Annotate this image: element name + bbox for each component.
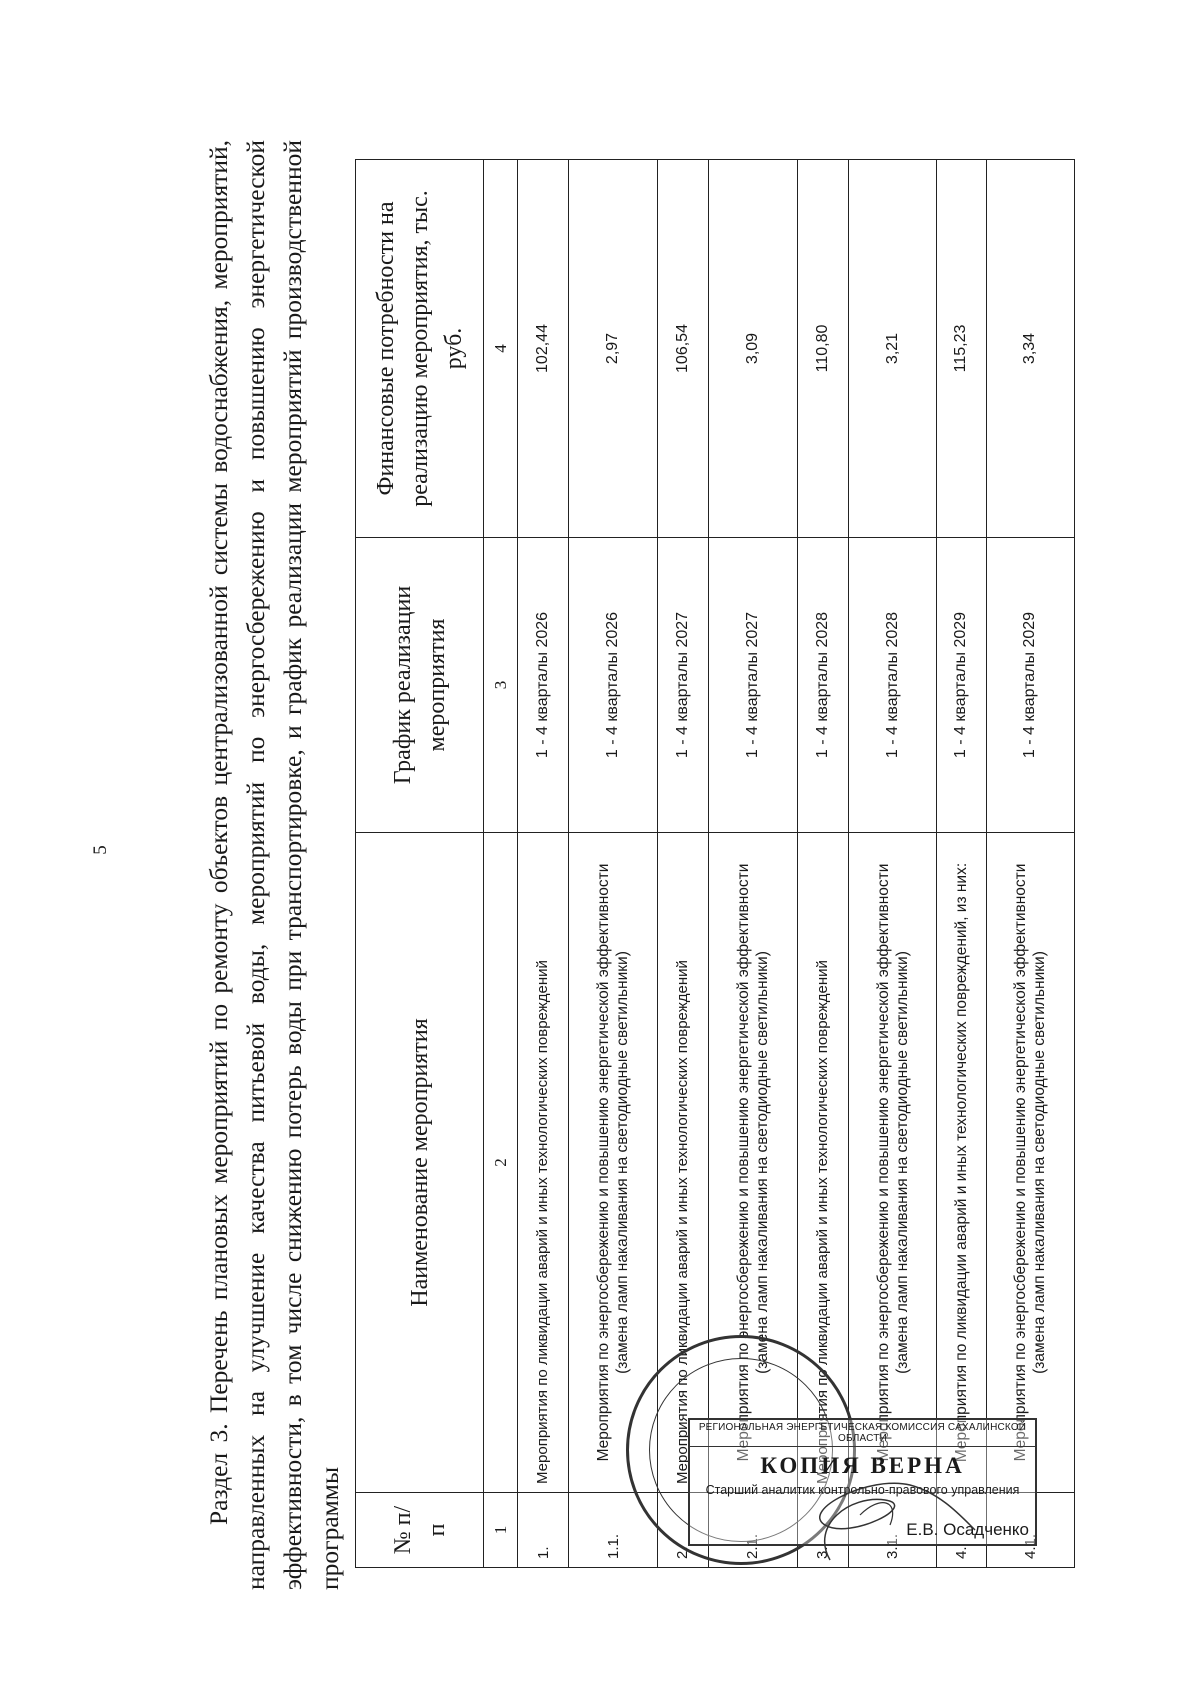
row-name: Мероприятия по ликвидации аварий и иных технологических повреждений [657,833,708,1493]
row-schedule: 1 - 4 кварталы 2027 [657,538,708,833]
stamp-name: Е.В. Осадченко [906,1520,1029,1539]
row-name: Мероприятия по ликвидации аварий и иных технологических повреждений, из них: [937,833,986,1493]
row-number: 2. [657,1493,708,1568]
header-schedule: График реализации мероприятия [356,538,484,833]
column-number: 1 [484,1493,518,1568]
row-name: Мероприятия по ликвидации аварий и иных технологических повреждений [797,833,848,1493]
header-amount: Финансовые потребности на реализацию мероприятия, тыс. руб. [356,160,484,538]
stamp-copy-label: КОПИЯ ВЕРНА [760,1453,965,1478]
table-row [937,160,986,1568]
table-row [848,160,936,1568]
signature [790,1455,980,1565]
row-schedule: 1 - 4 кварталы 2027 [709,538,797,833]
row-name: Мероприятия по энергосбережению и повышению энергетической эффективности (замена ламп накаливания на светодиодные светильники) [986,833,1074,1493]
row-amount: 3,09 [709,160,797,538]
table-row [518,160,569,1568]
row-number: 3.1. [848,1493,936,1568]
row-schedule: 1 - 4 кварталы 2026 [518,538,569,833]
header-name: Наименование мероприятия [356,833,484,1493]
table-row [986,160,1074,1568]
row-number: 2.1. [709,1493,797,1568]
row-amount: 2,97 [569,160,657,538]
row-amount: 106,54 [657,160,708,538]
row-number: 1.1. [569,1493,657,1568]
row-number: 4.1. [986,1493,1074,1568]
column-number: 4 [484,160,518,538]
row-amount: 3,21 [848,160,936,538]
row-schedule: 1 - 4 кварталы 2026 [569,538,657,833]
stamp-organization: РЕГИОНАЛЬНАЯ ЭНЕРГЕТИЧЕСКАЯ КОМИССИЯ САХАЛИНСКОЙ ОБЛАСТИ [690,1420,1035,1447]
column-number: 3 [484,538,518,833]
header-number: № п/п [356,1493,484,1568]
row-amount: 3,34 [986,160,1074,538]
row-schedule: 1 - 4 кварталы 2029 [937,538,986,833]
row-name: Мероприятия по энергосбережению и повышению энергетической эффективности (замена ламп накаливания на светодиодные светильники) [709,833,797,1493]
row-name: Мероприятия по энергосбережению и повышению энергетической эффективности (замена ламп накаливания на светодиодные светильники) [569,833,657,1493]
row-schedule: 1 - 4 кварталы 2028 [797,538,848,833]
page-number: 5 [90,845,111,855]
row-amount: 110,80 [797,160,848,538]
table-header-row [356,160,484,1568]
row-number: 4. [937,1493,986,1568]
table-row [569,160,657,1568]
row-schedule: 1 - 4 кварталы 2029 [986,538,1074,833]
row-number: 1. [518,1493,569,1568]
column-number: 2 [484,833,518,1493]
row-name: Мероприятия по энергосбережению и повышению энергетической эффективности (замена ламп накаливания на светодиодные светильники) [848,833,936,1493]
row-name: Мероприятия по ликвидации аварий и иных технологических повреждений [518,833,569,1493]
rotated-content [200,140,1080,1590]
stamp-position: Старший аналитик контрольно-правового управления [705,1483,1020,1497]
section-heading: Раздел 3. Перечень плановых мероприятий по ремонту объектов централизованной системы водоснабжения, мероприятий, направленных на улучшение качества питьевой воды, мероприятий по энергосбережению и повышению энергетической эффективности, в том числе снижению потерь воды при транспортировке, и график реализации мероприятий производственной программы [204,140,344,1590]
row-number: 3. [797,1493,848,1568]
column-number-row [484,160,518,1568]
row-amount: 102,44 [518,160,569,538]
row-schedule: 1 - 4 кварталы 2028 [848,538,936,833]
row-amount: 115,23 [937,160,986,538]
